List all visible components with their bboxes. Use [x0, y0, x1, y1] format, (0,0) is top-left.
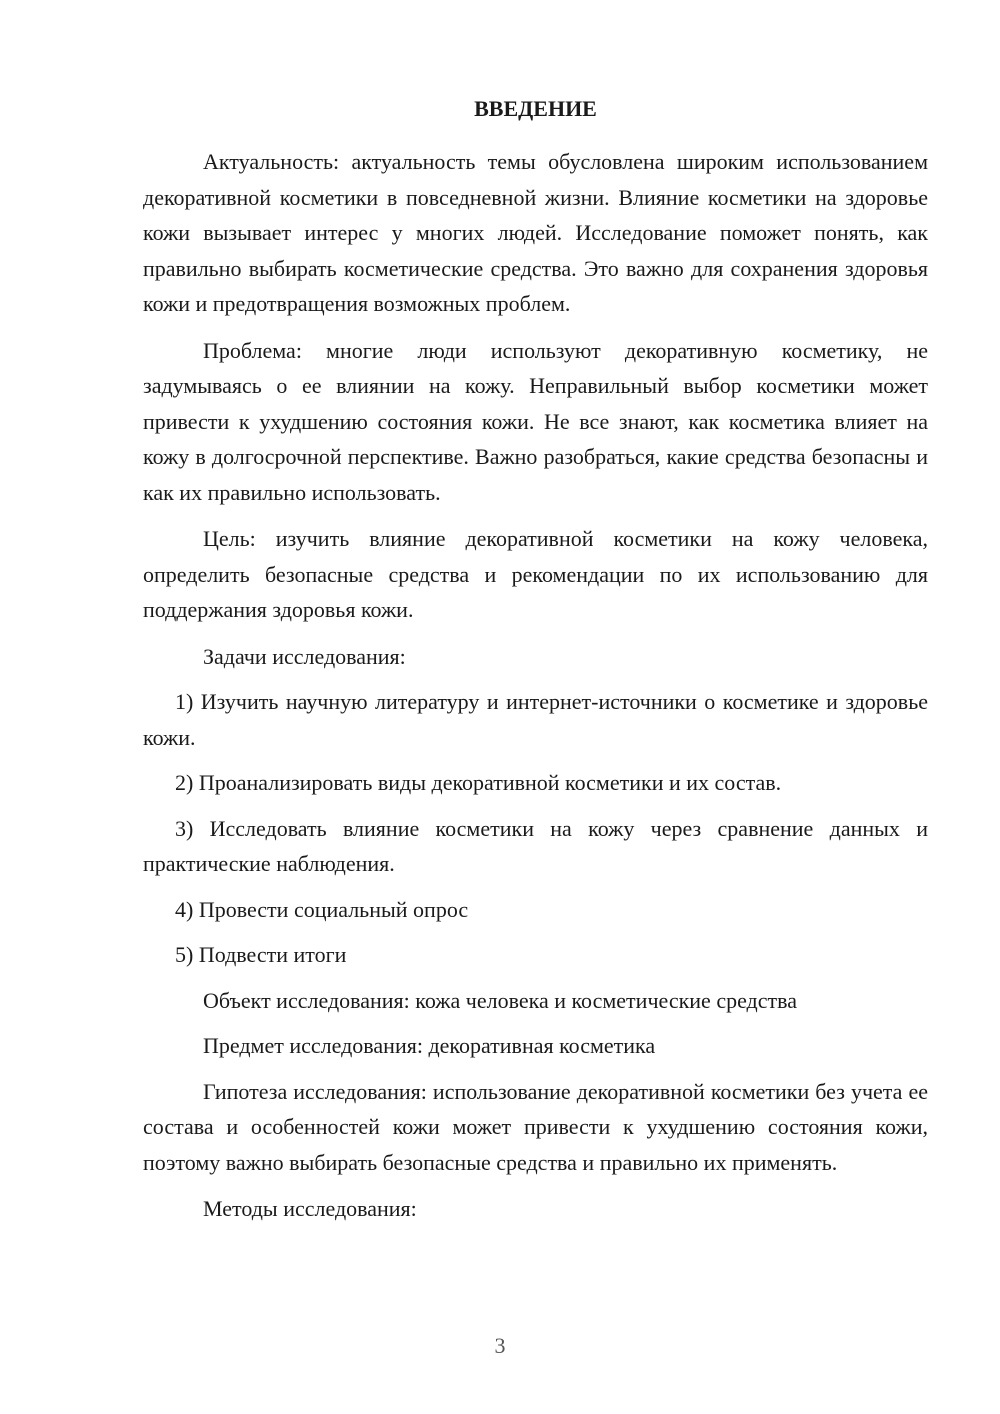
object-paragraph: Объект исследования: кожа человека и косметические средства — [203, 987, 797, 1013]
problem-paragraph: Проблема: многие люди используют декоративную косметику, не задумываясь о ее влиянии на кожу. Неправильный выбор косметики может привести к ухудшению состояния кожи. Не все знают, как косметика влияет на кожу в долгосрочной перспективе. Важно разобраться, какие средства безопасны и как их правильно использовать. — [143, 337, 928, 505]
document-title: ВВЕДЕНИЕ — [474, 96, 597, 121]
subject-paragraph: Предмет исследования: декоративная косметика — [203, 1033, 656, 1058]
methods-heading: Методы исследования: — [203, 1196, 417, 1221]
task-item-4: 4) Провести социальный опрос — [175, 896, 469, 922]
page-number: 3 — [494, 1333, 506, 1358]
task-item-5: 5) Подвести итоги — [175, 942, 347, 967]
relevance-paragraph: Актуальность: актуальность темы обусловлена широким использованием декоративной косметики в повседневной жизни. Влияние косметики на здоровье кожи вызывает интерес у многих людей. Исследование поможет понять, как правильно выбирать косметические средства. Это важно для сохранения здоровья кожи и предотвращения возможных проблем. — [143, 149, 928, 316]
tasks-heading: Задачи исследования: — [203, 643, 406, 669]
task-item-1: 1) Изучить научную литературу и интернет-источники о косметике и здоровье кожи. — [143, 689, 928, 750]
hypothesis-paragraph: Гипотеза исследования: использование декоративной косметики без учета ее состава и особенностей кожи может привести к ухудшению состояния кожи, поэтому важно выбирать безопасные средства и правильно их применять. — [143, 1078, 928, 1175]
task-item-3: 3) Исследовать влияние косметики на кожу через сравнение данных и практические наблюдения. — [143, 815, 928, 876]
task-item-2: 2) Проанализировать виды декоративной косметики и их состав. — [175, 770, 782, 795]
goal-paragraph: Цель: изучить влияние декоративной косметики на кожу человека, определить безопасные средства и рекомендации по их использованию для поддержания здоровья кожи. — [143, 526, 928, 622]
document-page — [143, 92, 928, 1237]
